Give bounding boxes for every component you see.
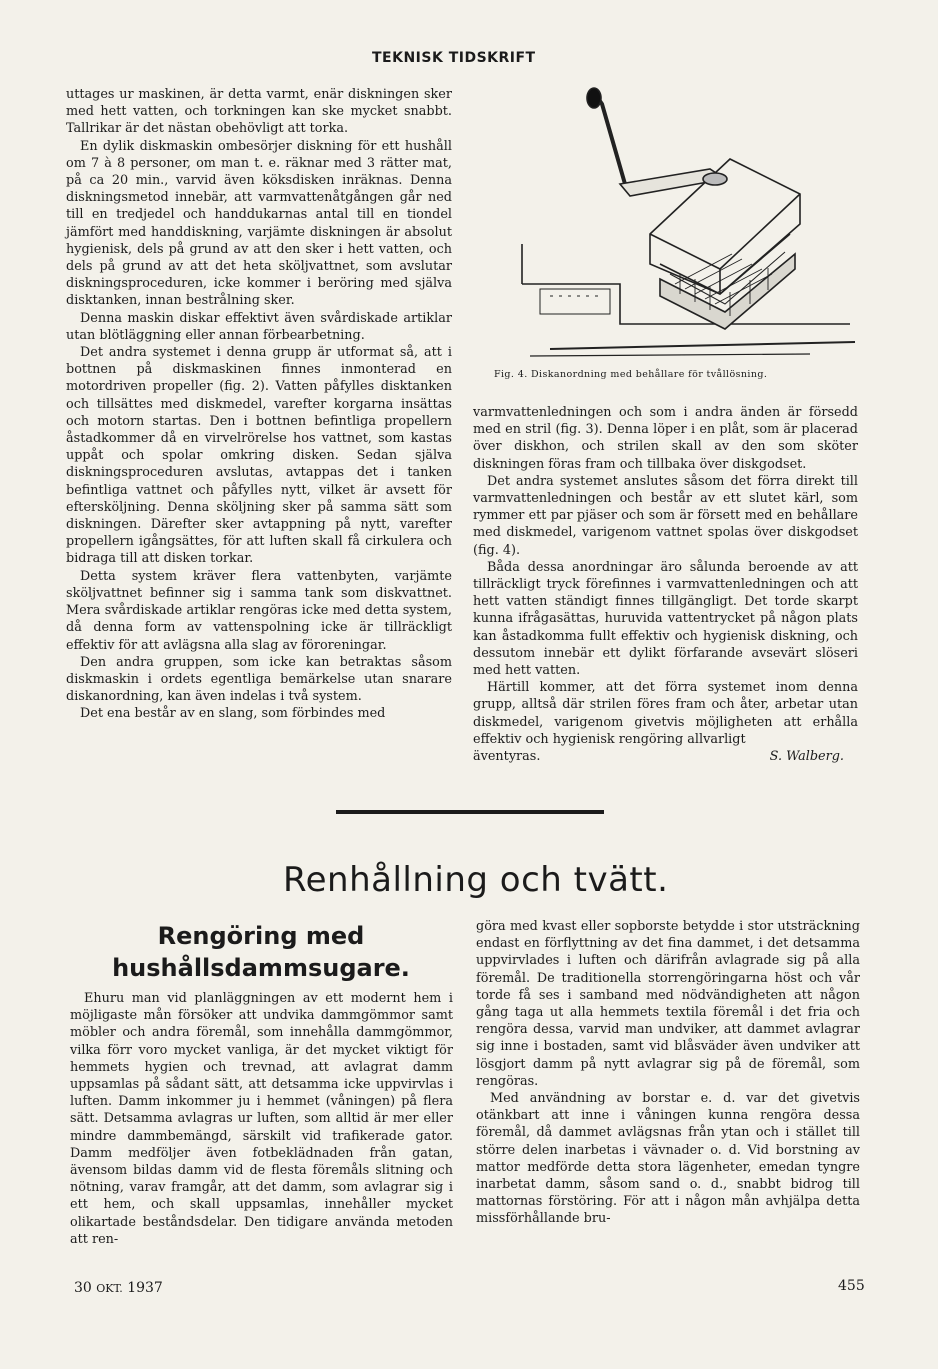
paragraph: Det ena består av en slang, som förbindes med <box>80 706 386 722</box>
paragraph: Med användning av borstar e. d. var det givetvis otänkbart att inne i våningen kunna rengöra dessa föremål, då dammet avlägsnas från ytan och i stället till större delen inarbetas i vävnader o. d. Vid borstning av mattor medförde detta stora lägenheter, emedan tyngre inarbetat damm, såsom sand o. d., snabbt bidrog till mattornas förstöring. För att i någon mån avhjälpa detta missförhållande bru- <box>476 1091 860 1227</box>
date-day: 30 <box>74 1280 92 1296</box>
paragraph: Den andra gruppen, som icke kan betraktas såsom diskmaskin i ordets egentliga bemärkelse utan snarare diskanordning, kan även indelas i två system. <box>66 654 452 705</box>
figure-caption: Fig. 4. Diskanordning med behållare för tvållösning. <box>494 369 768 380</box>
last-line: äventyras. <box>473 749 541 765</box>
signature-line <box>473 748 858 765</box>
left-column-bottom <box>70 990 453 1248</box>
paragraph: Detta system kräver flera vattenbyten, varjämte sköljvattnet befinner sig i samma tank som diskvattnet. Mera svårdiskade artiklar rengöras icke med detta system, då denna form av vattenspolning icke är tillräckligt effektiv för att avlägsna alla slag av föroreningar. <box>66 568 452 653</box>
issue-date <box>74 1280 163 1296</box>
right-column-top <box>473 404 858 765</box>
section-divider <box>336 810 604 814</box>
article-title: Rengöring med hushållsdammsugare. <box>112 922 410 982</box>
paragraph: Det andra systemet i denna grupp är utformat så, att i bottnen på diskmaskinen finnes inmonterad en motordriven propeller (fig. 2). Vatten påfylles disktanken och tillsättes med diskmedel, varefter korgarna insättas och motorn startas. Den i bottnen befintliga propellern åstadkommer då en virvelrörelse hos vattnet, som kastas uppåt och spolar omkring disken. Sedan själva diskningsproceduren avslutas, avtappas det i tanken befintliga vattnet och påfylles nytt, vilket är avsett för eftersköljning. Denna sköljning sker på samma sätt som diskningen. Därefter sker avtappning på nytt, varefter propellern igångsättes, för att luften skall få cirkulera och bidraga till att disken torkar. <box>66 345 452 567</box>
date-month: OKT. <box>96 1282 123 1295</box>
paragraph: Härtill kommer, att det förra systemet inom denna grupp, alltså där strilen föres fram och åter, arbetar utan diskmedel, varigenom givetvis möjligheten att erhålla effektiv och hygienisk rengöring allvarligt <box>473 680 858 747</box>
paragraph: Båda dessa anordningar äro sålunda beroende av att tillräckligt tryck förefinnes i varmvattenledningen och att hett vatten ständigt finnes tillgängligt. Det torde skarpt kunna ifrågasättas, huruvida vattentrycket på någon plats kan åstadkomma fullt effektiv och hygienisk diskning, och dessutom innebär ett dylikt förfarande avsevärt slöseri med hett vatten. <box>473 559 858 679</box>
paragraph: Ehuru man vid planläggningen av ett modernt hem i möjligaste mån försöker att undvika dammgömmor samt möbler och andra föremål, som innehålla dammgömmor, vilka förr voro mycket vanliga, är det mycket viktigt för hemmets hygien och trevnad, att avlagrat damm uppsamlas på sådant sätt, att detsamma icke uppvirvlas i luften. Damm inkommer ju i hemmet (våningen) på flera sätt. Detsamma avlagras ur luften, som alltid är mer eller mindre dammbemängd, särskilt vid trafikerade gator. Damm medföljer även fotbeklädnaden från gatan, ävensom bildas damm vid de flesta föremåls slitning och nötning, varav framgår, att det damm, som avlagrar sig i ett hem, och skall uppsamlas, innehåller mycket olikartade beståndsdelar. Den tidigare använda metoden att ren- <box>70 991 453 1247</box>
dishwasher-illustration <box>510 84 860 364</box>
section-title: Renhållning och tvätt. <box>283 860 669 900</box>
paragraph: varmvattenledningen och som i andra änden är försedd med en stril (fig. 3). Denna löper i en plåt, som är placerad över diskhon, och strilen skall av den som sköter diskningen föras fram och tillbaka över diskgodset. <box>473 405 858 472</box>
paragraph: göra med kvast eller sopborste betydde i stor utsträckning endast en förflyttning av det fina dammet, i det detsamma uppvirvlades i luften och därifrån avlagrade sig på alla föremål. De traditionella storrengöringarna höst och vår torde få ses i samband med nödvändigheten att någon gång taga ut alla hemmets textila föremål i det fria och rengöra dessa, varvid man undviker, att dammet avlagrar sig inne i bostaden, samt vid blåsväder även undviker att lösgjort damm på nytt avlagrar sig på de föremål, som rengöras. <box>476 919 860 1089</box>
page-number: 455 <box>838 1278 865 1294</box>
paragraph: uttages ur maskinen, är detta varmt, enär diskningen sker med hett vatten, och torkningen kan ske mycket snabbt. Tallrikar är det nästan obehövligt att torka. <box>66 87 452 137</box>
paragraph: Det andra systemet anslutes såsom det förra direkt till varmvattenledningen och består av ett slutet kärl, som rymmer ett par pjäser och som är försett med en behållare med diskmedel, varigenom vattnet spolas över diskgodset (fig. 4). <box>473 473 858 558</box>
date-year: 1937 <box>127 1280 163 1296</box>
paragraph: En dylik diskmaskin ombesörjer diskning för ett hushåll om 7 à 8 personer, om man t. e. räknar med 3 rätter mat, på ca 20 min., varvid även köksdisken inräknas. Denna diskningsmetod innebär, att varmvattenåtgången går ned till en tredjedel och handdukarnas antal till en tiondel jämfört med handdiskning, varjämte diskningen är absolut hygienisk, dels på grund av att den sker i hett vatten, och dels på grund av att det heta sköljvattnet, som avslutar diskningsproceduren, icke kommer i beröring med själva disktanken, innan bestrålning sker. <box>66 138 452 309</box>
paragraph: Denna maskin diskar effektivt även svårdiskade artiklar utan blötläggning eller annan förbearbetning. <box>66 310 452 343</box>
right-column-bottom <box>476 918 860 1228</box>
journal-header: TEKNISK TIDSKRIFT <box>372 50 536 66</box>
author-signature: S. Walberg. <box>769 749 844 765</box>
left-column-top <box>66 86 452 723</box>
